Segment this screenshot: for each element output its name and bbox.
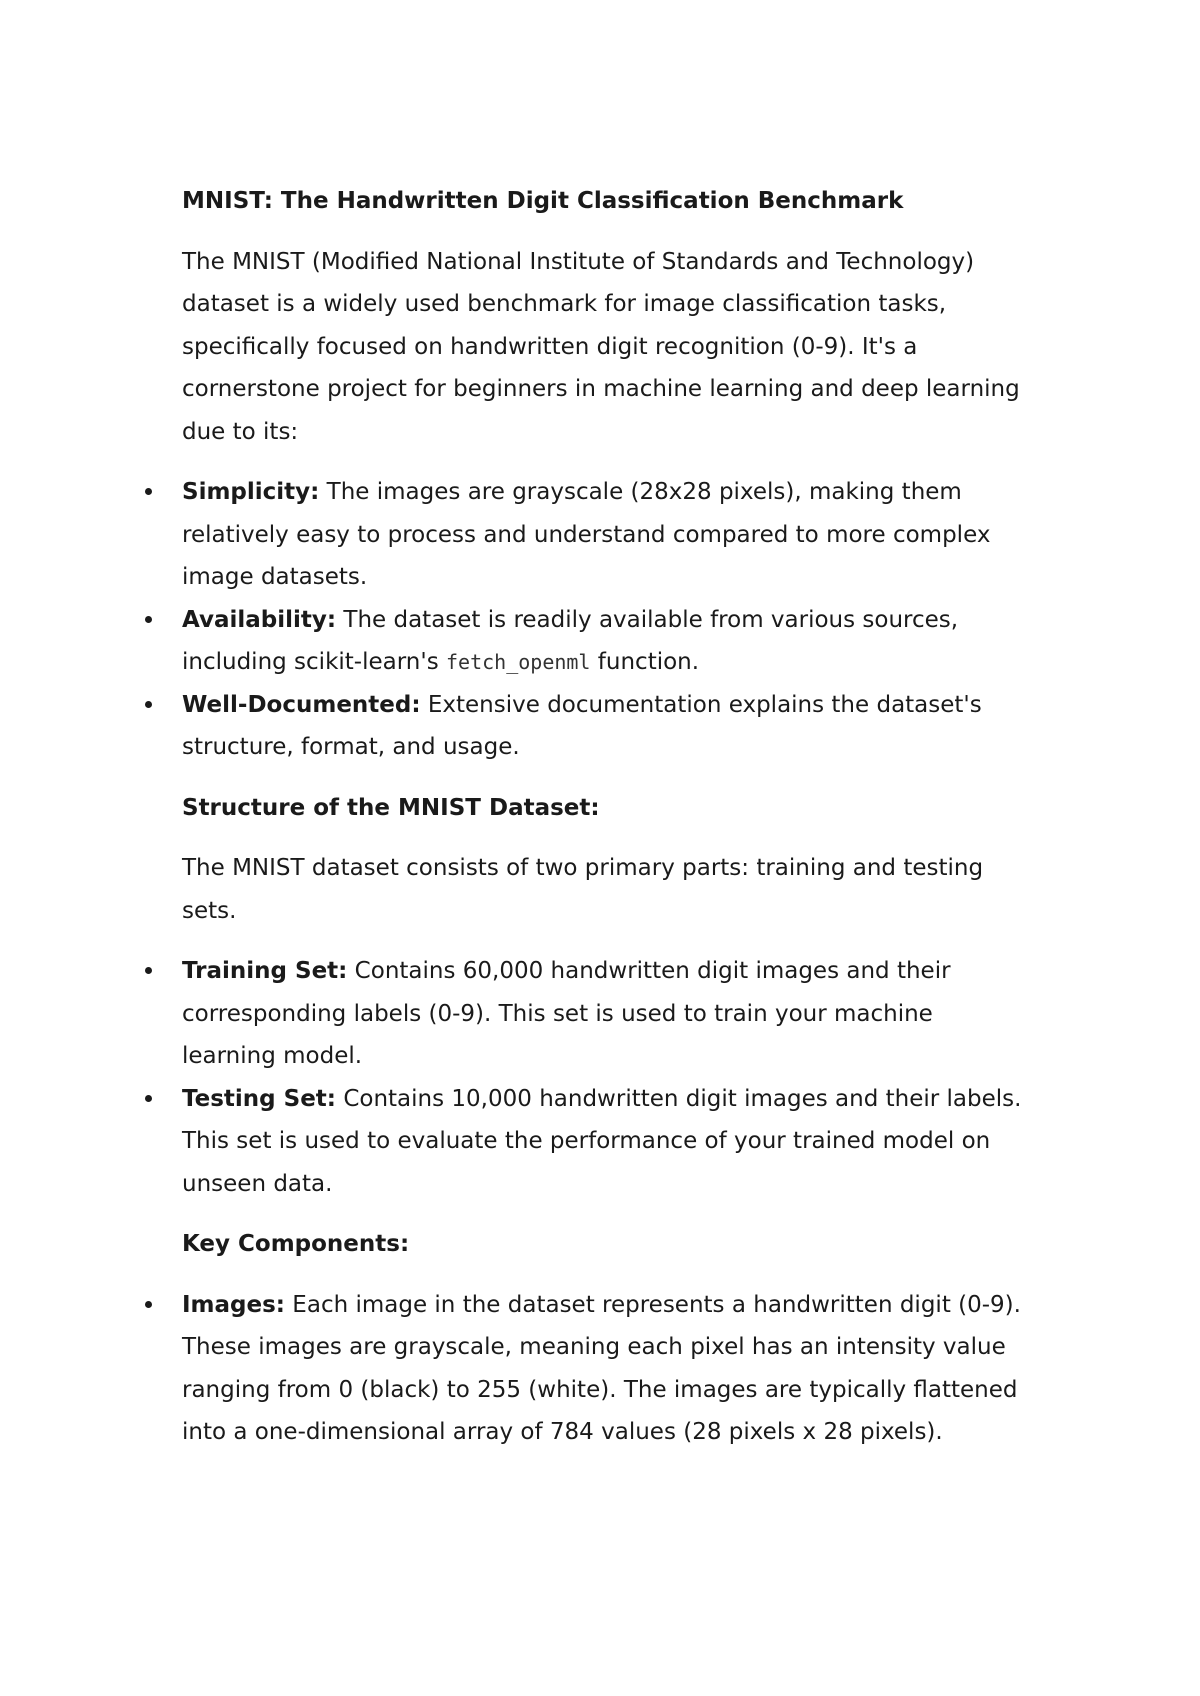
list-item-text: The dataset is readily available from various sources, including scikit-learn's	[182, 606, 959, 675]
list-item-term: Testing Set:	[182, 1085, 337, 1112]
list-item-text: Contains 10,000 handwritten digit images and their labels. This set is used to evaluate the performance of your trained model on unseen data.	[182, 1085, 1022, 1197]
list-item-term: Training Set:	[182, 958, 348, 984]
structure-paragraph: The MNIST dataset consists of two primary parts: training and testing sets.	[182, 855, 984, 924]
list-item-text: Extensive documentation explains the dataset's structure, format, and usage.	[182, 691, 982, 760]
list-item-text: Each image in the dataset represents a handwritten digit (0-9). These images are grayscale, meaning each pixel has an intensity value ranging from 0 (black) to 255 (white). The images are typically flattened into a one-dimensional array of 784 values (28 pixels x 28 pixels).	[182, 1291, 1021, 1445]
intro-paragraph: The MNIST (Modified National Institute of Standards and Technology) dataset is a widely used benchmark for image classification tasks, specifically focused on handwritten digit recognition (0-9). It's a cornerstone project for beginners in machine learning and deep learning due to its:	[182, 248, 1020, 445]
bullet-icon	[145, 701, 152, 708]
document-title: MNIST: The Handwritten Digit Classification Benchmark	[182, 188, 904, 214]
components-heading: Key Components:	[182, 1231, 410, 1257]
components-list	[182, 1284, 1032, 1454]
bullet-icon	[145, 1301, 152, 1308]
list-item	[182, 684, 1032, 769]
list-item-term: Well-Documented:	[182, 691, 421, 718]
bullet-icon	[145, 616, 152, 623]
list-item	[182, 1284, 1032, 1454]
list-item-term: Simplicity:	[182, 479, 320, 505]
list-item-text: function.	[590, 649, 700, 675]
bullet-icon	[145, 488, 152, 495]
list-item-term: Availability:	[182, 606, 337, 633]
list-item-text: Contains 60,000 handwritten digit images and their corresponding labels (0-9). This set is used to train your machine learning model.	[182, 958, 951, 1069]
inline-code: fetch_openml	[445, 650, 591, 674]
sets-list	[182, 950, 1032, 1205]
list-item-text: The images are grayscale (28x28 pixels), making them relatively easy to process and understand compared to more complex image datasets.	[182, 479, 991, 590]
list-item	[182, 950, 1032, 1078]
feature-list	[182, 471, 1032, 769]
bullet-icon	[145, 967, 152, 974]
bullet-icon	[145, 1095, 152, 1102]
list-item-term: Images:	[182, 1291, 285, 1318]
structure-heading: Structure of the MNIST Dataset:	[182, 794, 600, 821]
document-page	[182, 180, 1032, 1472]
list-item	[182, 471, 1032, 599]
list-item	[182, 599, 1032, 684]
list-item	[182, 1078, 1032, 1206]
